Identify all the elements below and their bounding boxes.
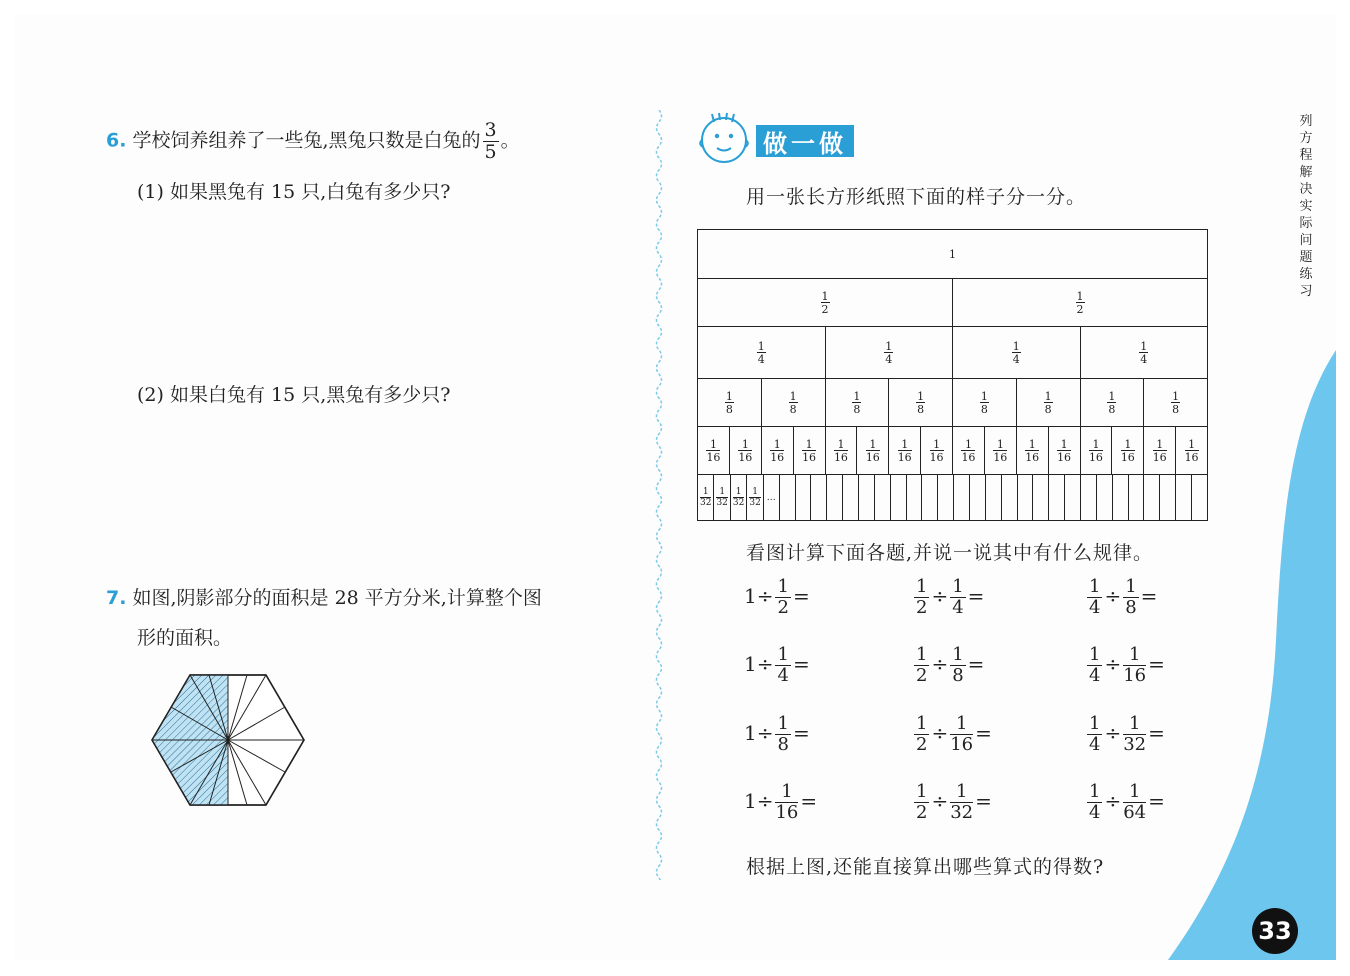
cell-blank	[1096, 475, 1112, 520]
cell-blank	[795, 475, 811, 520]
cell-blank	[874, 475, 890, 520]
cell-eighth-5: $\frac{1}{8}$	[952, 379, 1016, 426]
cell-sixteenth-2: $\frac{1}{16}$	[729, 427, 761, 474]
cell-sixteenth-9: $\frac{1}{16}$	[952, 427, 984, 474]
cell-blank	[1159, 475, 1175, 520]
cell-sixteenth-12: $\frac{1}{16}$	[1048, 427, 1080, 474]
cell-eighth-6: $\frac{1}{8}$	[1016, 379, 1080, 426]
face-icon	[698, 112, 760, 164]
row-halves	[698, 278, 1207, 326]
instruction: 用一张长方形纸照下面的样子分一分。	[746, 186, 1087, 208]
page-number: 33	[1252, 908, 1298, 954]
cell-quarter-2: $\frac{1}{4}$	[825, 327, 953, 378]
hexagon-figure	[148, 672, 308, 812]
cell-eighth-7: $\frac{1}{8}$	[1080, 379, 1144, 426]
cell-blank	[1017, 475, 1033, 520]
q6-tail: 。	[500, 129, 520, 152]
row-eighths	[698, 378, 1207, 426]
cell-sixteenth-6: $\frac{1}{16}$	[856, 427, 888, 474]
q7-number: 7.	[106, 587, 127, 609]
cell-thirtysecond-2: $\frac{1}{32}$	[713, 475, 729, 520]
cell-sixteenth-14: $\frac{1}{16}$	[1111, 427, 1143, 474]
row-quarters	[698, 326, 1207, 378]
q6-text: 学校饲养组养了一些兔,黑兔只数是白兔的	[132, 129, 481, 152]
q7-stem	[106, 583, 542, 610]
cell-eighth-8: $\frac{1}{8}$	[1143, 379, 1207, 426]
equation-4-3: $\frac{1}{4}$ ÷ $\frac{1}{64}$ =	[1089, 781, 1165, 823]
cell-sixteenth-1: $\frac{1}{16}$	[706, 437, 721, 464]
cell-blank	[1112, 475, 1128, 520]
question-text: 看图计算下面各题,并说一说其中有什么规律。	[746, 542, 1154, 564]
cell-eighth-4: $\frac{1}{8}$	[888, 379, 952, 426]
cell-blank	[810, 475, 826, 520]
row-whole	[698, 230, 1207, 278]
cell-quarter-4: $\frac{1}{4}$	[1080, 327, 1208, 378]
q6-number: 6.	[106, 129, 127, 152]
cell-sixteenth-10: $\frac{1}{16}$	[984, 427, 1016, 474]
q6-fraction: $\frac{3}{5}$	[484, 119, 497, 163]
cell-sixteenth-3: $\frac{1}{16}$	[761, 427, 793, 474]
cell-blank	[826, 475, 842, 520]
cell-blank	[779, 475, 795, 520]
cell-sixteenth-8: $\frac{1}{16}$	[920, 427, 952, 474]
equation-4-1: 1÷ $\frac{1}{16}$ =	[744, 781, 818, 823]
section-title: 做一做	[756, 125, 854, 157]
cell-blank	[1143, 475, 1159, 520]
cell-eighth-2: $\frac{1}{8}$	[761, 379, 825, 426]
equation-2-3: $\frac{1}{4}$ ÷ $\frac{1}{16}$ =	[1089, 644, 1165, 686]
cell-blank	[1191, 475, 1207, 520]
equation-3-1: 1÷ $\frac{1}{8}$ =	[744, 713, 810, 755]
cell-ellipsis: …	[763, 475, 779, 520]
row-sixteenths	[698, 426, 1207, 474]
cell-thirtysecond-3: $\frac{1}{32}$	[730, 475, 746, 520]
cell-blank	[858, 475, 874, 520]
final-question: 根据上图,还能直接算出哪些算式的得数?	[746, 856, 1105, 878]
cell-thirtysecond-1: $\frac{1}{32}$	[700, 486, 712, 508]
equation-1-2: $\frac{1}{2}$ ÷ $\frac{1}{4}$ =	[916, 576, 985, 618]
cell-sixteenth-16: $\frac{1}{16}$	[1175, 427, 1207, 474]
cell-whole: 1	[949, 247, 956, 261]
equation-3-2: $\frac{1}{2}$ ÷ $\frac{1}{16}$ =	[916, 713, 992, 755]
cell-blank	[842, 475, 858, 520]
q6-sub1: (1) 如果黑兔有 15 只,白兔有多少只?	[137, 181, 451, 203]
q6-sub2: (2) 如果白兔有 15 只,黑兔有多少只?	[137, 384, 451, 406]
equation-1-3: $\frac{1}{4}$ ÷ $\frac{1}{8}$ =	[1089, 576, 1158, 618]
page-divider	[652, 110, 666, 880]
cell-eighth-3: $\frac{1}{8}$	[825, 379, 889, 426]
side-label: 列 方 程 解 决 实 际 问 题 练 习	[1299, 114, 1313, 299]
cell-blank	[985, 475, 1001, 520]
cell-blank	[1032, 475, 1048, 520]
cell-eighth-1: $\frac{1}{8}$	[725, 389, 733, 416]
cell-sixteenth-5: $\frac{1}{16}$	[825, 427, 857, 474]
cell-blank	[921, 475, 937, 520]
cell-sixteenth-11: $\frac{1}{16}$	[1016, 427, 1048, 474]
cell-blank	[937, 475, 953, 520]
cell-blank	[1001, 475, 1017, 520]
cell-blank	[953, 475, 969, 520]
cell-thirtysecond-4: $\frac{1}{32}$	[746, 475, 762, 520]
q7-text-line2: 形的面积。	[137, 627, 233, 649]
fraction-strip-table	[697, 229, 1208, 521]
equation-3-3: $\frac{1}{4}$ ÷ $\frac{1}{32}$ =	[1089, 713, 1165, 755]
cell-blank	[1128, 475, 1144, 520]
cell-half-2: $\frac{1}{2}$	[952, 279, 1207, 326]
q7-text: 如图,阴影部分的面积是 28 平方分米,计算整个图	[132, 587, 542, 609]
cell-quarter-1: $\frac{1}{4}$	[757, 339, 765, 366]
cell-blank	[1175, 475, 1191, 520]
cell-half-1: $\frac{1}{2}$	[821, 289, 829, 316]
cell-blank	[969, 475, 985, 520]
q6-stem	[106, 121, 520, 162]
cell-blank	[1080, 475, 1096, 520]
equation-4-2: $\frac{1}{2}$ ÷ $\frac{1}{32}$ =	[916, 781, 992, 823]
cell-sixteenth-7: $\frac{1}{16}$	[888, 427, 920, 474]
equation-2-1: 1÷ $\frac{1}{4}$ =	[744, 644, 810, 686]
cell-sixteenth-15: $\frac{1}{16}$	[1143, 427, 1175, 474]
row-thirtyseconds	[698, 474, 1207, 520]
equation-2-2: $\frac{1}{2}$ ÷ $\frac{1}{8}$ =	[916, 644, 985, 686]
cell-sixteenth-13: $\frac{1}{16}$	[1080, 427, 1112, 474]
cell-blank	[906, 475, 922, 520]
cell-blank	[890, 475, 906, 520]
cell-sixteenth-4: $\frac{1}{16}$	[793, 427, 825, 474]
cell-blank	[1064, 475, 1080, 520]
cell-quarter-3: $\frac{1}{4}$	[952, 327, 1080, 378]
equation-1-1: 1÷ $\frac{1}{2}$ =	[744, 576, 810, 618]
cell-blank	[1048, 475, 1064, 520]
